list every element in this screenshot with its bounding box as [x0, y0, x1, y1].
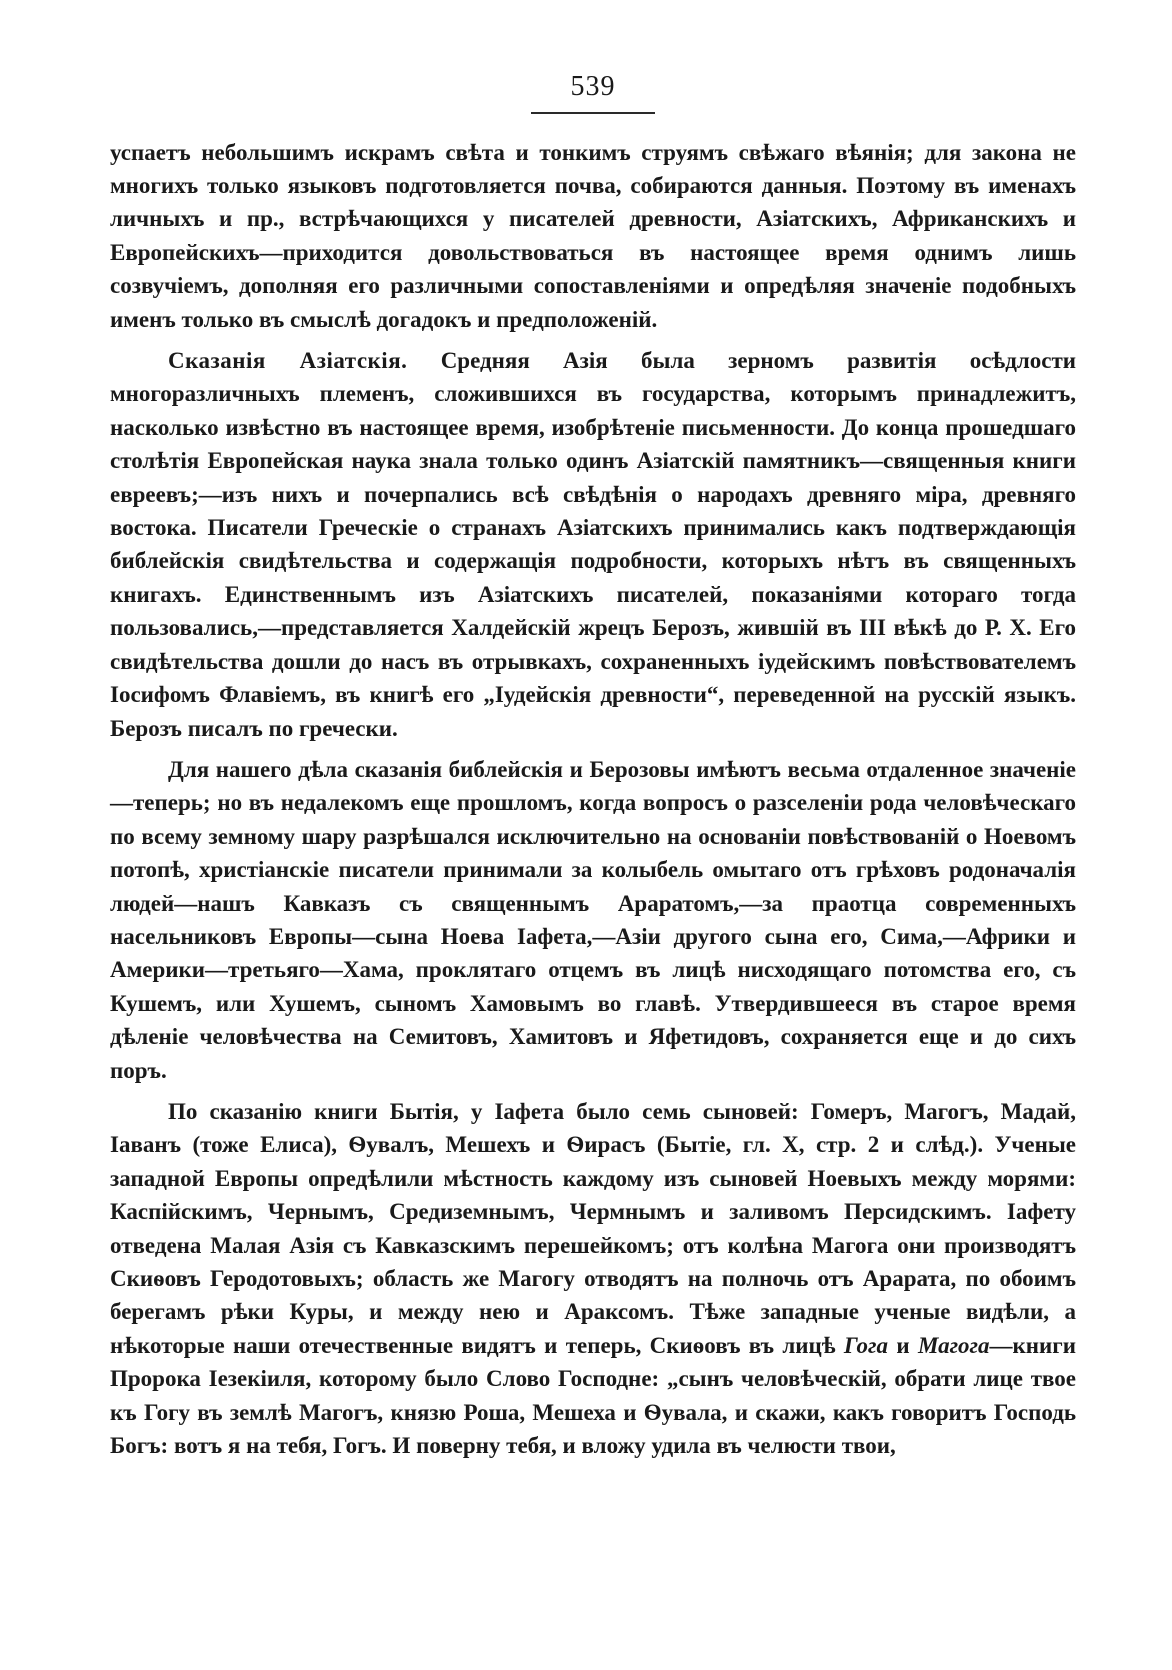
paragraph-4: [110, 1095, 1076, 1462]
paragraph-4-text-before: По сказанію книги Бытія, у Іафета было семь сыновей: Гомеръ, Магогъ, Мадай, Іаванъ (тоже Елиса), Ѳувалъ, Мешехъ и Ѳирасъ (Бытіе, гл. X, стр. 2 и слѣд.). Ученые западной Европы опредѣлили мѣстность каждому изъ сыновей Ноевыхъ между морями: Каспійскимъ, Чернымъ, Средиземнымъ, Чермнымъ и заливомъ Персидскимъ. Іафету отведена Малая Азія съ Кавказскимъ перешейкомъ; отъ колѣна Магога они производятъ Скиѳовъ Геродотовыхъ; область же Магогу отводятъ на полночь отъ Арарата, по обоимъ берегамъ рѣки Куры, и между нею и Араксомъ. Тѣже западные ученые видѣли, а нѣкоторые наши отечественные видятъ и теперь, Скиѳовъ въ лицѣ: [110, 1098, 1076, 1358]
section-heading: Сказанія Азіатскія.: [168, 348, 408, 374]
paragraph-4-text-after: —книги Пророка Іезекіиля, которому было Слово Господне: „сынъ человѣческій, обрати лице твое къ Гогу въ землѣ Магогъ, князю Роша, Мешеха и Ѳувала, и скажи, какъ говоритъ Господь Богъ: вотъ я на тебя, Гогъ. И поверну тебя, и вложу удила въ челюсти твои,: [110, 1332, 1076, 1459]
book-page: [110, 70, 1076, 1470]
paragraph-2: [110, 344, 1076, 745]
paragraph-3: Для нашего дѣла сказанія библейскія и Берозовы имѣютъ весьма отдаленное значеніе—теперь; но въ недалекомъ еще прошломъ, когда вопросъ о разселеніи рода человѣческаго по всему земному шару разрѣшался исключительно на основаніи повѣствованій о Ноевомъ потопѣ, христіанскіе писатели принимали за колыбель омытаго отъ грѣховъ родоначалія людей—нашъ Кавказъ съ священнымъ Араратомъ,—за праотца современныхъ насельниковъ Европы—сына Ноева Іафета,—Азіи другого сына его, Сима,—Африки и Америки—третьяго—Хама, проклятаго отцемъ въ лицѣ нисходящаго потомства его, съ Кушемъ, или Хушемъ, сыномъ Хамовымъ во главѣ. Утвердившееся въ старое время дѣленіе человѣчества на Семитовъ, Хамитовъ и Яфетидовъ, сохраняется еще и до сихъ поръ.: [110, 756, 1076, 1083]
paragraph-1: успаетъ небольшимъ искрамъ свѣта и тонкимъ струямъ свѣжаго вѣянія; для закона не многихъ только языковъ подготовляется почва, собираются данныя. Поэтому въ именахъ личныхъ и пр., встрѣчающихся у писателей древности, Азіатскихъ, Африканскихъ и Европейскихъ—приходится довольствоваться въ настоящее время однимъ лишь созвучіемъ, дополняя его различными сопоставленіями и опредѣляя значеніе подобныхъ именъ только въ смыслѣ догадокъ и предположеній.: [110, 139, 1076, 332]
paragraph-4-text-mid: и: [888, 1332, 918, 1358]
paragraph-2-text: Средняя Азія была зерномъ развитія осѣдлости многоразличныхъ племенъ, сложившихся въ государства, которымъ принадлежитъ, насколько извѣстно въ настоящее время, изобрѣтеніе письменности. До конца прошедшаго столѣтія Европейская наука знала только одинъ Азіатскій памятникъ—священныя книги евреевъ;—изъ нихъ и почерпались всѣ свѣдѣнія о народахъ древняго міра, древняго востока. Писатели Греческіе о странахъ Азіатскихъ принимались какъ подтверждающія библейскія свидѣтельства и содержащія подробности, которыхъ нѣтъ въ священныхъ книгахъ. Единственнымъ изъ Азіатскихъ писателей, показаніями котораго тогда пользовались,—представляется Халдейскій жрецъ Берозъ, жившій въ III вѣкѣ до Р. Х. Его свидѣтельства дошли до насъ въ отрывкахъ, сохраненныхъ іудейскимъ повѣствователемъ Іосифомъ Флавіемъ, въ книгѣ его „Іудейскія древности“, переведенной на русскій языкъ. Берозъ писалъ по гречески.: [110, 348, 1076, 741]
italic-name-gog: Гога: [843, 1332, 889, 1358]
italic-name-magog: Магога: [917, 1332, 990, 1358]
header-rule: [531, 112, 655, 114]
page-number: 539: [570, 71, 616, 102]
